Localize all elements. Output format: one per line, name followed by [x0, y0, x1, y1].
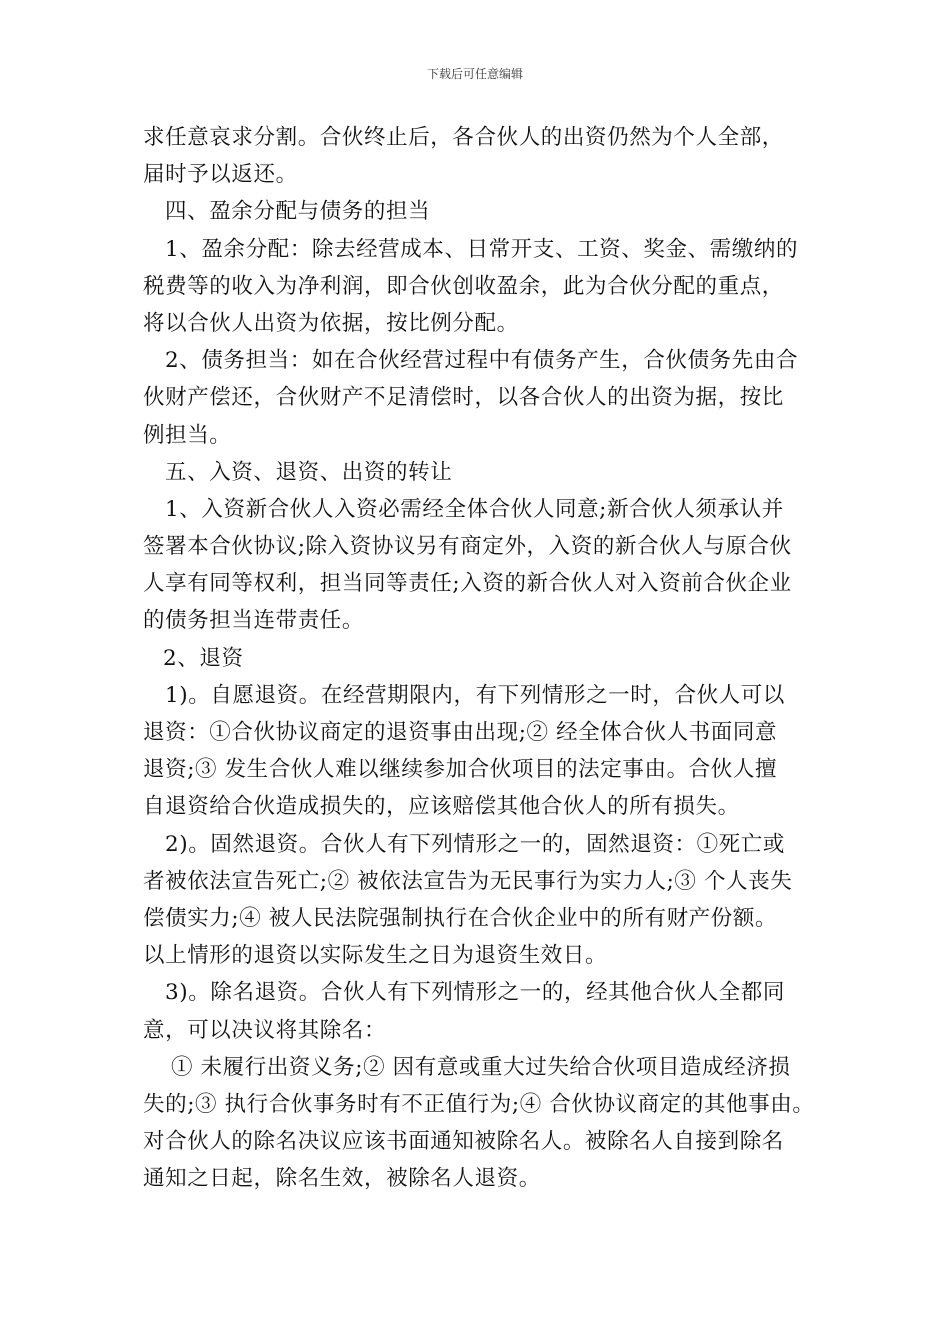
- paragraph-line: 届时予以返还。: [143, 162, 298, 188]
- paragraph-line: 者被依法宣告死亡;② 被依法宣告为无民事行为实力人;③ 个人丧失: [143, 868, 793, 894]
- paragraph-line: 伙财产偿还，合伙财产不足清偿时，以各合伙人的出资为据，按比: [143, 385, 784, 411]
- paragraph-line: 求任意哀求分割。合伙终止后，各合伙人的出资仍然为个人全部，: [143, 125, 784, 150]
- section-heading: 四、盈余分配与债务的担当: [165, 199, 431, 225]
- paragraph-line: 对合伙人的除名决议应该书面通知被除名人。被除名人自接到除名: [143, 1129, 784, 1155]
- paragraph-line: 以上情形的退资以实际发生之日为退资生效日。: [143, 943, 608, 969]
- page-header: 下载后可任意编辑: [426, 67, 523, 81]
- paragraph-line: 2、债务担当：如在合伙经营过程中有债务产生，合伙债务先由合: [165, 348, 799, 374]
- paragraph-line: ① 未履行出资义务;② 因有意或重大过失给合伙项目造成经济损: [171, 1054, 791, 1080]
- paragraph-line: 税费等的收入为净利润，即合伙创收盈余，此为合伙分配的重点，: [143, 273, 784, 299]
- paragraph-line: 1、入资新合伙人入资必需经全体合伙人同意;新合伙人须承认并: [165, 496, 784, 522]
- paragraph-line: 退资;③ 发生合伙人难以继续参加合伙项目的法定事由。合伙人擅: [143, 757, 778, 783]
- paragraph-line: 签署本合伙协议;除入资协议另有商定外，入资的新合伙人与原合伙: [143, 534, 792, 560]
- paragraph-line: 将以合伙人出资为依据，按比例分配。: [143, 310, 519, 336]
- paragraph-line: 人享有同等权利，担当同等责任;入资的新合伙人对入资前合伙企业: [143, 571, 792, 597]
- paragraph-line: 3)。除名退资。合伙人有下列情形之一的，经其他合伙人全都同: [165, 980, 785, 1006]
- paragraph-line: 的债务担当连带责任。: [143, 608, 365, 634]
- paragraph-line: 失的;③ 执行合伙事务时有不正值行为;④ 合伙协议商定的其他事由。: [143, 1091, 815, 1117]
- section-heading: 五、入资、退资、出资的转让: [165, 459, 453, 485]
- document-body: [143, 119, 823, 1197]
- paragraph-line: 意，可以决议将其除名：: [143, 1017, 387, 1043]
- subsection-heading: 2、退资: [163, 645, 244, 671]
- paragraph-line: 偿债实力;④ 被人民法院强制执行在合伙企业中的所有财产份额。: [143, 905, 778, 931]
- paragraph-line: 例担当。: [143, 422, 232, 448]
- paragraph-line: 通知之日起，除名生效，被除名人退资。: [143, 1166, 541, 1192]
- paragraph-line: 1)。自愿退资。在经营期限内，有下列情形之一时，合伙人可以: [165, 682, 785, 708]
- paragraph-line: 2)。固然退资。合伙人有下列情形之一的，固然退资：①死亡或: [165, 831, 785, 857]
- paragraph-line: 退资：①合伙协议商定的退资事由出现;② 经全体合伙人书面同意: [143, 720, 778, 745]
- paragraph-line: 1、盈余分配：除去经营成本、日常开支、工资、奖金、需缴纳的: [165, 236, 799, 262]
- paragraph-line: 自退资给合伙造成损失的，应该赔偿其他合伙人的所有损失。: [143, 794, 740, 820]
